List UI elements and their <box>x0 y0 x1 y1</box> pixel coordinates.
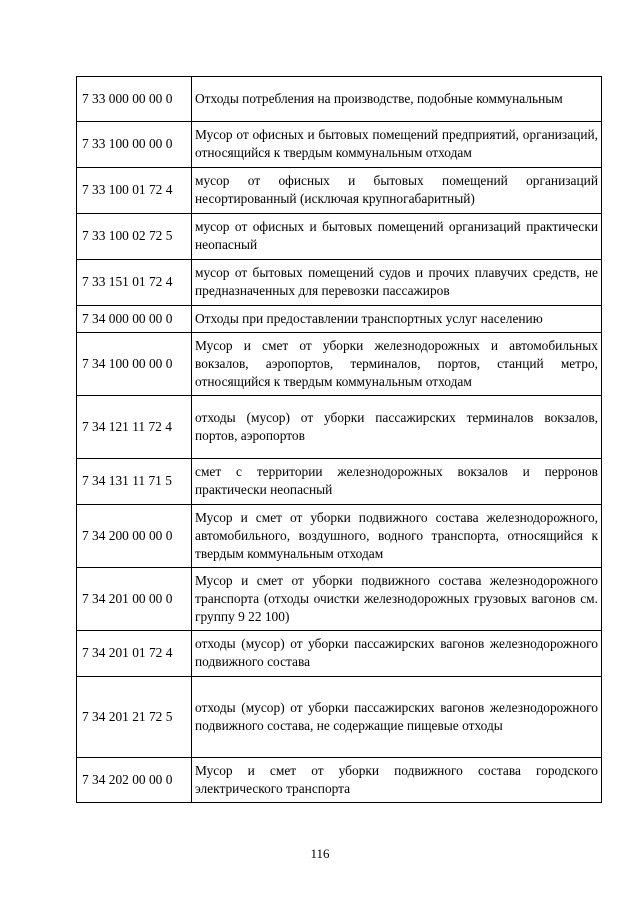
waste-name-cell: мусор от бытовых помещений судов и прочих плавучих средств, не предназначенных для перевозки пассажиров <box>192 260 602 306</box>
table-row <box>77 260 602 306</box>
waste-name-cell: Мусор и смет от уборки подвижного состава железнодорожного, автомобильного, воздушного, водного транспорта, относящийся к твердым коммунальным отходам <box>192 505 602 568</box>
waste-code-cell: 7 34 201 21 72 5 <box>77 677 192 758</box>
waste-code-cell: 7 34 202 00 00 0 <box>77 758 192 803</box>
waste-code-cell: 7 34 100 00 00 0 <box>77 333 192 396</box>
waste-code-cell: 7 33 151 01 72 4 <box>77 260 192 306</box>
waste-code-cell: 7 34 201 00 00 0 <box>77 568 192 631</box>
waste-code-cell: 7 33 000 00 00 0 <box>77 77 192 122</box>
table-row <box>77 214 602 260</box>
table-row <box>77 77 602 122</box>
table-row <box>77 631 602 677</box>
waste-name-cell: Мусор и смет от уборки подвижного состава городского электрического транспорта <box>192 758 602 803</box>
waste-code-cell: 7 34 121 11 72 4 <box>77 396 192 459</box>
table-row <box>77 168 602 214</box>
waste-name-cell: Мусор от офисных и бытовых помещений предприятий, организаций, относящийся к твердым коммунальным отходам <box>192 122 602 168</box>
waste-code-cell: 7 34 200 00 00 0 <box>77 505 192 568</box>
waste-code-cell: 7 34 201 01 72 4 <box>77 631 192 677</box>
waste-name-cell: Отходы при предоставлении транспортных услуг населению <box>192 306 602 333</box>
page-number: 116 <box>310 846 330 861</box>
waste-name-cell: отходы (мусор) от уборки пассажирских терминалов вокзалов, портов, аэропортов <box>192 396 602 459</box>
table-row <box>77 677 602 758</box>
waste-name-cell: смет с территории железнодорожных вокзалов и перронов практически неопасный <box>192 459 602 505</box>
waste-name-cell: Мусор и смет от уборки подвижного состава железнодорожного транспорта (отходы очистки железнодорожных грузовых вагонов см. группу 9 22 100) <box>192 568 602 631</box>
table-body <box>77 77 602 803</box>
waste-name-cell: мусор от офисных и бытовых помещений организаций несортированный (исключая крупногабаритный) <box>192 168 602 214</box>
waste-name-cell: мусор от офисных и бытовых помещений организаций практически неопасный <box>192 214 602 260</box>
table-row <box>77 505 602 568</box>
table-row <box>77 306 602 333</box>
waste-name-cell: отходы (мусор) от уборки пассажирских вагонов железнодорожного подвижного состава, не содержащие пищевые отходы <box>192 677 602 758</box>
waste-code-cell: 7 33 100 00 00 0 <box>77 122 192 168</box>
waste-name-cell: Мусор и смет от уборки железнодорожных и автомобильных вокзалов, аэропортов, терминалов, портов, станций метро, относящийся к твердым коммунальным отходам <box>192 333 602 396</box>
table-row <box>77 333 602 396</box>
table-row <box>77 122 602 168</box>
table-row <box>77 459 602 505</box>
waste-code-cell: 7 33 100 01 72 4 <box>77 168 192 214</box>
table-row <box>77 396 602 459</box>
waste-name-cell: Отходы потребления на производстве, подобные коммунальным <box>192 77 602 122</box>
waste-code-cell: 7 33 100 02 72 5 <box>77 214 192 260</box>
waste-name-cell: отходы (мусор) от уборки пассажирских вагонов железнодорожного подвижного состава <box>192 631 602 677</box>
waste-classification-table <box>76 76 602 803</box>
waste-code-cell: 7 34 131 11 71 5 <box>77 459 192 505</box>
table-row <box>77 568 602 631</box>
table-row <box>77 758 602 803</box>
waste-code-cell: 7 34 000 00 00 0 <box>77 306 192 333</box>
